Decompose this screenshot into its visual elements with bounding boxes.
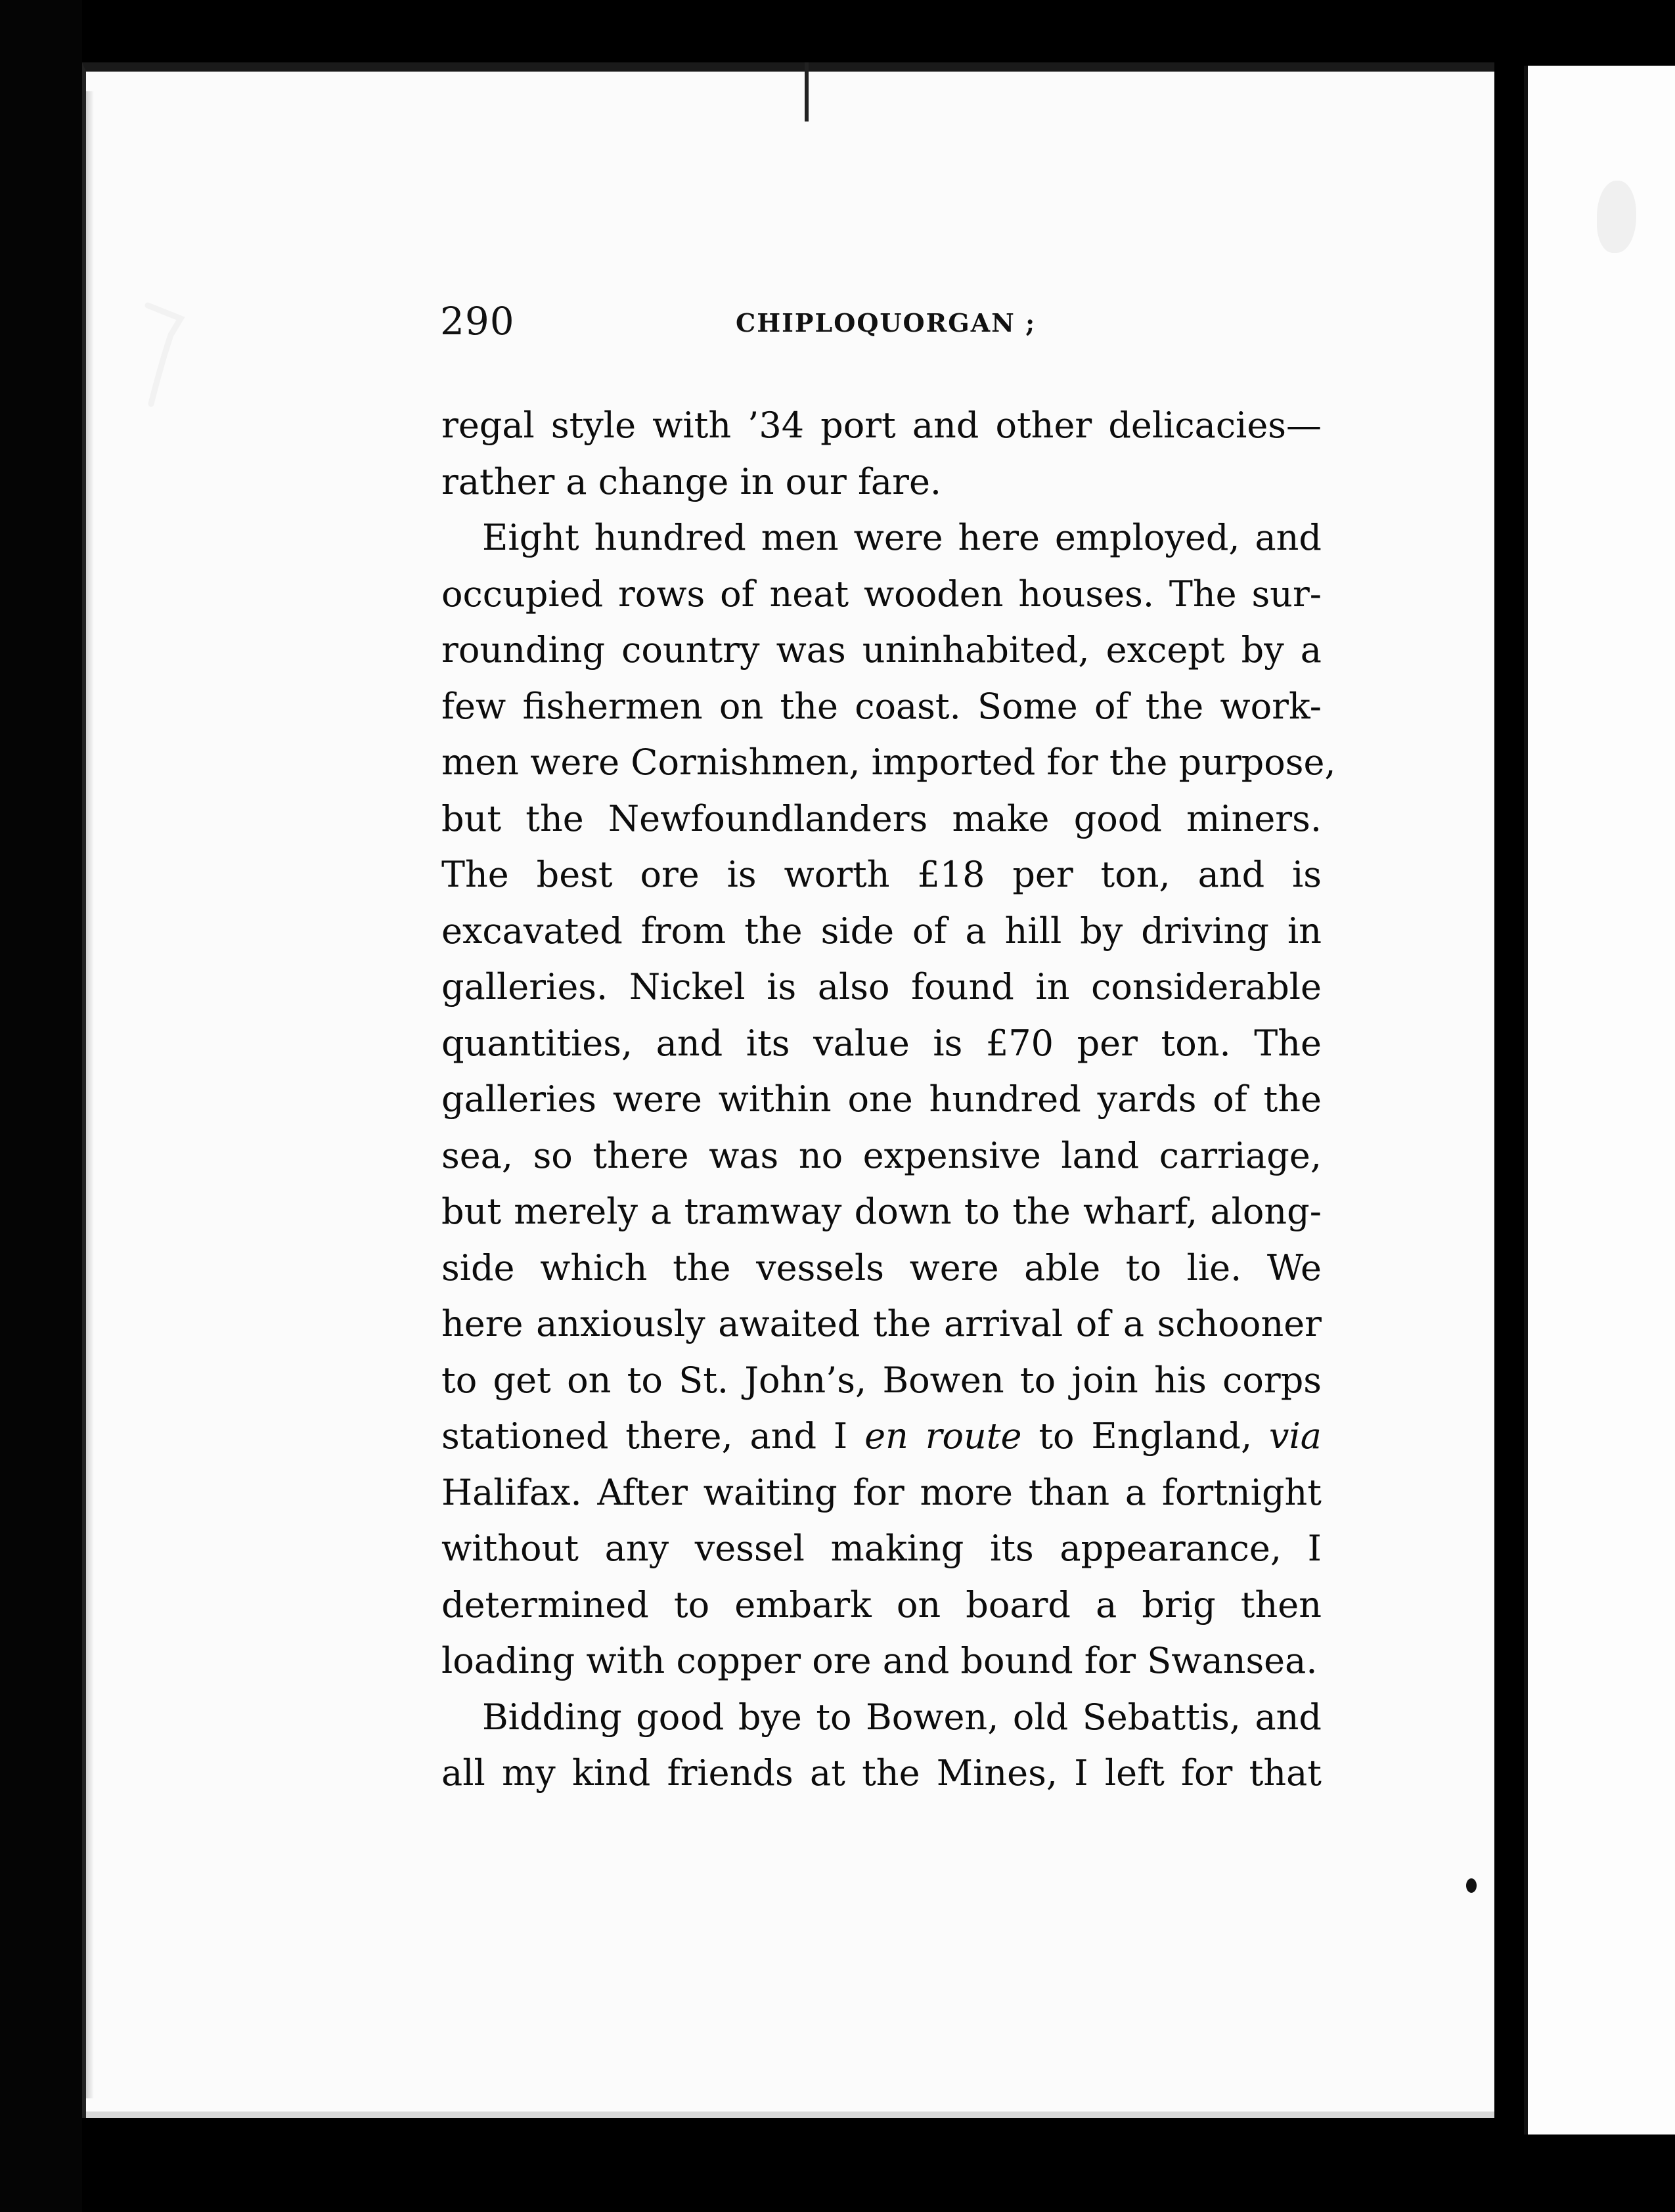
text-line: but merely a tramway down to the wharf, along- — [441, 1191, 1322, 1232]
text-line: occupied rows of neat wooden houses. The sur- — [441, 573, 1322, 615]
page-bottom-edge — [86, 2112, 1494, 2118]
text-line: all my kind friends at the Mines, I left for that — [441, 1752, 1322, 1794]
text-line: Eight hundred men were here employed, and — [482, 517, 1322, 558]
text-line: without any vessel making its appearance, I — [441, 1528, 1322, 1569]
text-line — [441, 1408, 1322, 1465]
text-segment: to England, — [1021, 1415, 1269, 1457]
text-line: galleries. Nickel is also found in considerable — [441, 966, 1322, 1007]
text-line: regal style with ’34 port and other delicacies— — [441, 405, 1322, 446]
text-line: here anxiously awaited the arrival of a schooner — [441, 1303, 1322, 1344]
page-number: 290 — [440, 299, 515, 343]
facing-page-blot — [1597, 181, 1636, 253]
text-line: men were Cornishmen, imported for the purpose, — [441, 741, 1336, 783]
text-line: sea, so there was no expensive land carriage, — [441, 1134, 1322, 1176]
italic-text: via — [1269, 1415, 1322, 1457]
facing-page — [1524, 66, 1675, 2135]
text-line: Halifax. After waiting for more than a fortnight — [441, 1471, 1322, 1513]
text-line: rather a change in our fare. — [441, 460, 942, 502]
page-top-notch — [805, 62, 809, 122]
text-line: but the Newfoundlanders make good miners. — [441, 797, 1322, 839]
text-line: rounding country was uninhabited, except by a — [441, 629, 1322, 671]
text-line: galleries were within one hundred yards of the — [441, 1078, 1322, 1120]
text-line: few fishermen on the coast. Some of the work- — [441, 685, 1322, 727]
ink-speck — [1466, 1878, 1477, 1893]
running-head — [440, 299, 1491, 351]
body-text — [441, 397, 1336, 1802]
text-line: quantities, and its value is £70 per ton. The — [441, 1022, 1322, 1064]
text-line: to get on to St. John’s, Bowen to join his corps — [441, 1359, 1322, 1401]
text-line: The best ore is worth £18 per ton, and is — [441, 854, 1322, 895]
page-inner-edge — [86, 91, 94, 2098]
text-line: determined to embark on board a brig then — [441, 1583, 1322, 1626]
text-line: loading with copper ore and bound for Swansea. — [441, 1640, 1318, 1681]
text-line: side which the vessels were able to lie. We — [441, 1247, 1322, 1289]
text-line: excavated from the side of a hill by driving in — [441, 910, 1322, 952]
italic-text: en route — [864, 1415, 1022, 1457]
running-title: CHIPLOQUORGAN ; — [736, 308, 1037, 338]
margin-stray-mark — [135, 299, 194, 410]
text-segment: stationed there, and I — [441, 1415, 865, 1457]
book-gutter-shadow — [0, 0, 82, 2212]
text-line: Bidding good bye to Bowen, old Sebattis, and — [482, 1696, 1322, 1738]
